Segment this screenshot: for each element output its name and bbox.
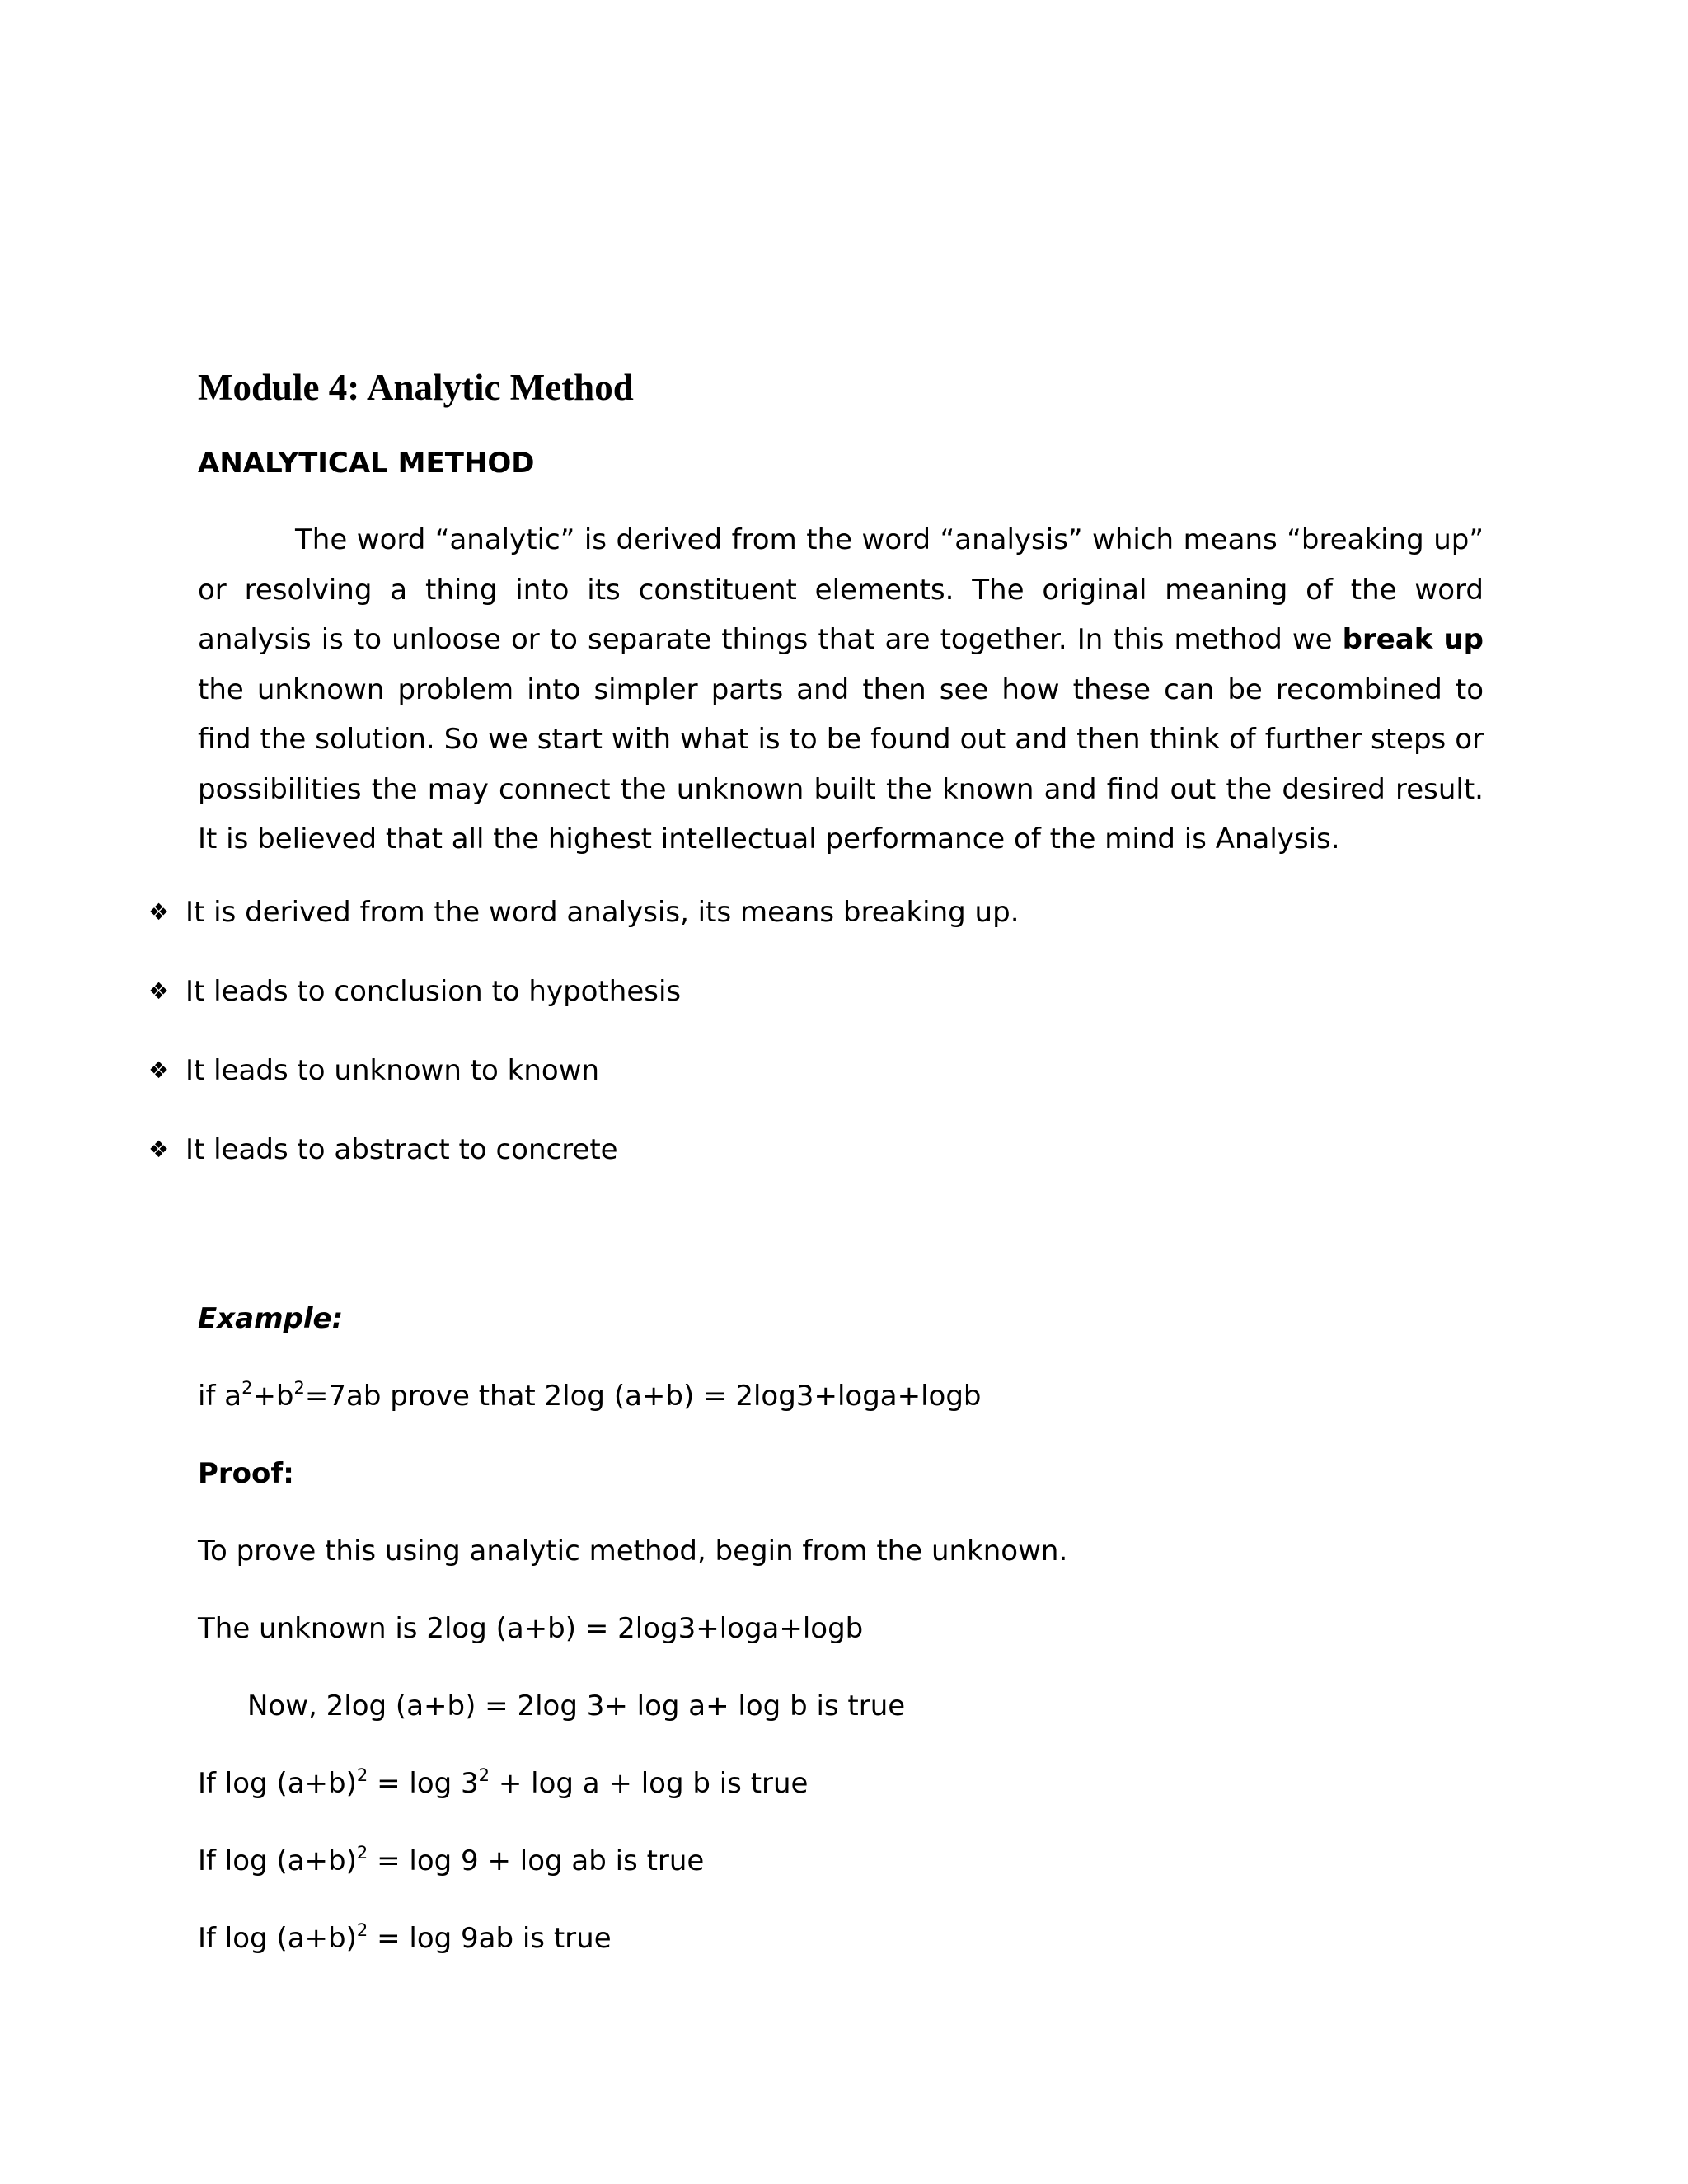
example-statement [198, 1378, 982, 1414]
proof-label: Proof: [198, 1457, 294, 1490]
statement-part: +b [252, 1380, 294, 1413]
diamond-bullet-icon: ❖ [148, 977, 170, 1005]
example-label: Example: [198, 1302, 344, 1335]
proof-line-5 [198, 1843, 704, 1879]
bullet-list [148, 894, 1020, 1211]
proof-line-1: To prove this using analytic method, begin from the unknown. [198, 1535, 1068, 1568]
bullet-text: It leads to unknown to known [185, 1054, 600, 1087]
diamond-bullet-icon: ❖ [148, 1136, 170, 1163]
statement-part: if a [198, 1380, 242, 1413]
equation-part: If log (a+b) [198, 1922, 357, 1955]
bullet-item [148, 1132, 1020, 1211]
proof-line-4 [198, 1765, 808, 1802]
statement-part: =7ab prove that 2log (a+b) = 2log3+loga+logb [304, 1380, 982, 1413]
superscript: 2 [356, 1843, 368, 1863]
proof-line-6 [198, 1920, 612, 1957]
superscript: 2 [241, 1378, 253, 1398]
equation-part: If log (a+b) [198, 1767, 357, 1800]
superscript: 2 [293, 1378, 305, 1398]
section-heading: ANALYTICAL METHOD [198, 447, 535, 480]
bullet-text: It leads to abstract to concrete [185, 1133, 618, 1166]
intro-text-part1: The word “analytic” is derived from the word “analysis” which means “breaking up” or resolving a thing into its constituent elements. The original meaning of the word analysis is to unloose or to separate things that are together. In this method we [198, 523, 1484, 656]
bullet-text: It leads to conclusion to hypothesis [185, 975, 682, 1008]
bullet-item [148, 894, 1020, 973]
module-title: Module 4: Analytic Method [198, 367, 634, 408]
superscript: 2 [356, 1765, 368, 1785]
intro-bold-text: break up [1342, 623, 1484, 656]
equation-part: If log (a+b) [198, 1844, 357, 1877]
intro-text-part2: the unknown problem into simpler parts and then see how these can be recombined to find the solution. So we start with what is to be found out and then think of further steps or possibilities the may connect the unknown built the known and find out the desired result. It is believed that all the highest intellectual performance of the mind is Analysis. [198, 673, 1484, 855]
equation-part: + log a + log b is true [490, 1767, 809, 1800]
proof-line-3: Now, 2log (a+b) = 2log 3+ log a+ log b is true [247, 1690, 906, 1722]
equation-part: = log 9ab is true [368, 1922, 612, 1955]
superscript: 2 [478, 1765, 490, 1785]
equation-part: = log 9 + log ab is true [368, 1844, 705, 1877]
diamond-bullet-icon: ❖ [148, 898, 170, 926]
bullet-text: It is derived from the word analysis, its means breaking up. [185, 896, 1020, 929]
proof-line-2: The unknown is 2log (a+b) = 2log3+loga+logb [198, 1612, 864, 1645]
bullet-item [148, 973, 1020, 1052]
bullet-item [148, 1052, 1020, 1132]
equation-part: = log 3 [368, 1767, 479, 1800]
diamond-bullet-icon: ❖ [148, 1057, 170, 1084]
intro-paragraph [198, 515, 1484, 865]
superscript: 2 [356, 1920, 368, 1940]
